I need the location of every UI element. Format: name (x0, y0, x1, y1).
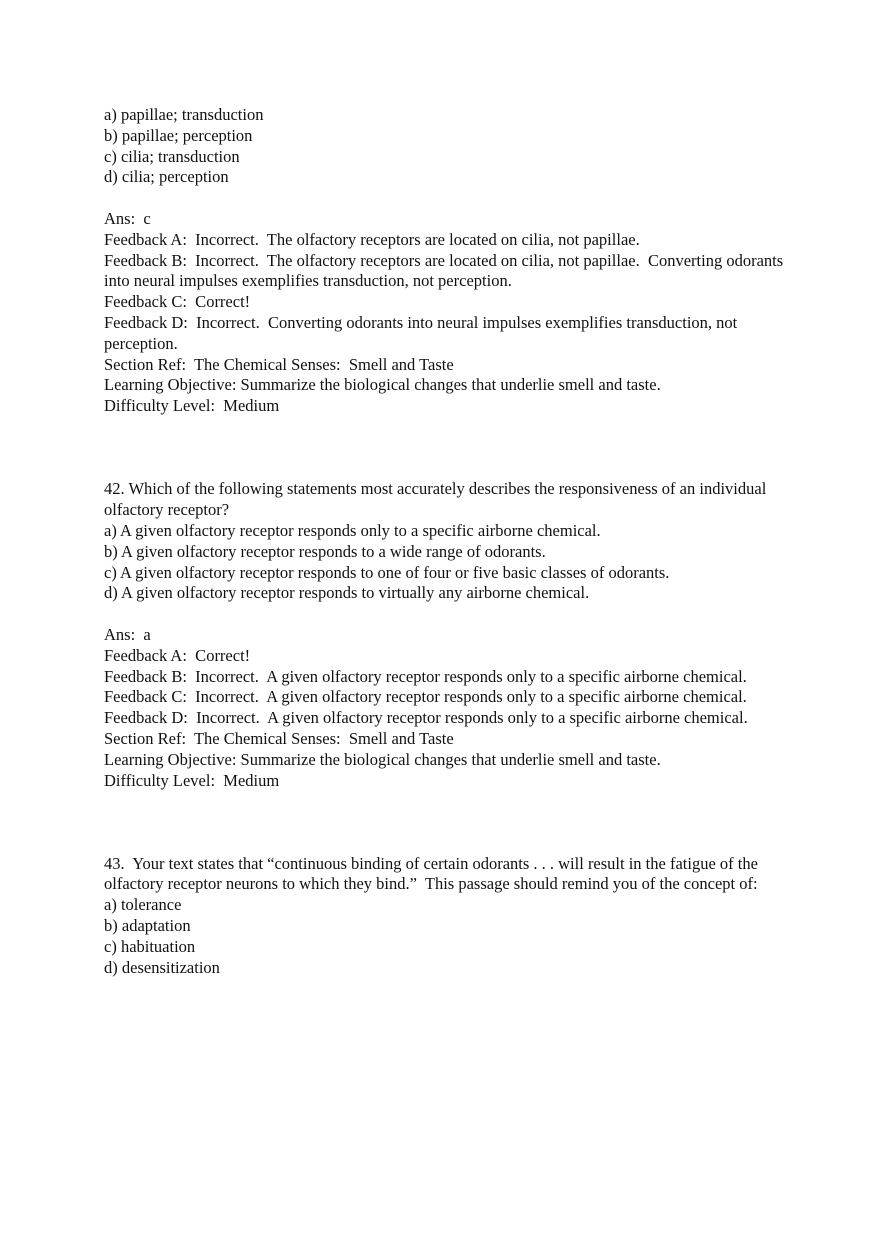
question-42-answer-block (104, 625, 794, 791)
feedback-a: Feedback A: Correct! (104, 645, 251, 665)
option-c: c) A given olfactory receptor responds to one of four or five basic classes of odorants. (104, 562, 670, 582)
option-c: c) habituation (104, 936, 196, 956)
prev-question-options (104, 105, 794, 188)
option-b: b) adaptation (104, 916, 191, 936)
answer: Ans: a (104, 624, 151, 644)
document-page (104, 105, 794, 978)
prev-question-answer-block (104, 209, 794, 417)
difficulty-level: Difficulty Level: Medium (104, 396, 280, 416)
difficulty-level: Difficulty Level: Medium (104, 770, 280, 790)
option-b: b) papillae; perception (104, 125, 253, 145)
option-a: a) papillae; transduction (104, 105, 264, 124)
answer: Ans: c (104, 208, 151, 228)
feedback-b: Feedback B: Incorrect. The olfactory receptors are located on cilia, not papillae. Converting odorants into neural impulses exemplifies transduction, not perception. (104, 250, 788, 291)
option-a: a) tolerance (104, 895, 182, 915)
section-ref: Section Ref: The Chemical Senses: Smell and Taste (104, 728, 454, 748)
question-stem: 42. Which of the following statements most accurately describes the responsiveness of an individual olfactory receptor? (104, 479, 771, 520)
option-d: d) cilia; perception (104, 167, 229, 187)
feedback-d: Feedback D: Incorrect. A given olfactory receptor responds only to a specific airborne chemical. (104, 708, 748, 728)
option-c: c) cilia; transduction (104, 146, 240, 166)
feedback-c: Feedback C: Correct! (104, 292, 251, 312)
question-stem: 43. Your text states that “continuous binding of certain odorants . . . will result in the fatigue of the olfactory receptor neurons to which they bind.” This passage should remind you of the concept of: (104, 853, 763, 894)
option-a: a) A given olfactory receptor responds only to a specific airborne chemical. (104, 520, 601, 540)
feedback-a: Feedback A: Incorrect. The olfactory receptors are located on cilia, not papillae. (104, 229, 640, 249)
feedback-b: Feedback B: Incorrect. A given olfactory receptor responds only to a specific airborne chemical. (104, 666, 747, 686)
feedback-d: Feedback D: Incorrect. Converting odorants into neural impulses exemplifies transduction, not perception. (104, 312, 742, 353)
question-43 (104, 854, 794, 979)
learning-objective: Learning Objective: Summarize the biological changes that underlie smell and taste. (104, 749, 661, 769)
section-ref: Section Ref: The Chemical Senses: Smell and Taste (104, 354, 454, 374)
learning-objective: Learning Objective: Summarize the biological changes that underlie smell and taste. (104, 375, 661, 395)
question-42 (104, 479, 794, 604)
option-d: d) desensitization (104, 957, 220, 977)
option-b: b) A given olfactory receptor responds to a wide range of odorants. (104, 541, 546, 561)
option-d: d) A given olfactory receptor responds to virtually any airborne chemical. (104, 583, 590, 603)
feedback-c: Feedback C: Incorrect. A given olfactory receptor responds only to a specific airborne chemical. (104, 687, 747, 707)
